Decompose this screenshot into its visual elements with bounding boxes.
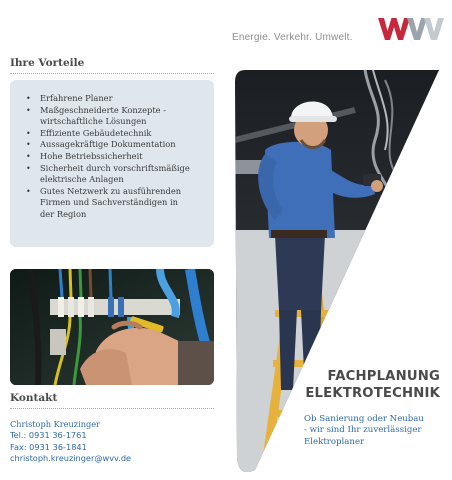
- contact-block: [10, 419, 131, 465]
- contact-fax: Fax: 0931 36-1841: [10, 441, 87, 452]
- benefits-box: [10, 80, 214, 247]
- benefits-list: [26, 93, 204, 221]
- benefit-item-line: • Maßgeschneiderte Konzepte -: [40, 104, 167, 115]
- benefit-item: [26, 93, 204, 105]
- benefit-item-line: • Aussagekräftige Dokumentation: [40, 139, 176, 150]
- logo-letter-w: [378, 18, 410, 40]
- divider: [10, 73, 214, 74]
- benefit-item: [26, 163, 204, 186]
- benefit-item-line: • Effiziente Gebäudetechnik: [40, 127, 152, 138]
- benefit-item: [26, 128, 204, 140]
- electrician-photo: [235, 70, 439, 472]
- benefit-item-line: • Erfahrene Planer: [40, 93, 113, 103]
- benefit-item-line: Firmen und Sachverständigen in: [40, 197, 179, 208]
- benefit-item: [26, 139, 204, 151]
- wvv-logo: [376, 16, 444, 42]
- contact-title: Kontakt: [10, 392, 58, 404]
- benefit-item: [26, 186, 204, 221]
- logo-letter-v1: [407, 18, 427, 40]
- contact-name: Christoph Kreuzinger: [10, 419, 100, 429]
- headline-line-1: FACHPLANUNG: [327, 369, 440, 384]
- subheadline-line-2: - wir sind Ihr zuverlässiger: [304, 425, 422, 436]
- switchboard-photo: [10, 269, 214, 385]
- benefit-item: [26, 151, 204, 163]
- contact-phone[interactable]: Tel.: 0931 36-1761: [10, 430, 87, 441]
- benefits-title: Ihre Vorteile: [10, 57, 85, 69]
- divider: [10, 408, 214, 409]
- headline-line-2: ELEKTROTECHNIK: [305, 385, 440, 401]
- subheadline-line-1: Ob Sanierung oder Neubau: [304, 414, 424, 424]
- benefit-item-line: • Sicherheit durch vorschriftsmäßige: [40, 162, 190, 173]
- benefit-item-line: wirtschaftliche Lösungen: [40, 116, 147, 127]
- subheadline-line-3: Elektroplaner: [304, 436, 365, 447]
- benefit-item-line: • Hohe Betriebssicherheit: [40, 150, 143, 161]
- contact-email-link[interactable]: christoph.kreuzinger@wvv.de: [10, 453, 132, 464]
- benefit-item-line: • Gutes Netzwerk zu ausführenden: [40, 185, 182, 196]
- tagline: Energie. Verkehr. Umwelt.: [232, 32, 353, 43]
- benefit-item-line: elektrische Anlagen: [40, 174, 124, 185]
- headline: [305, 369, 440, 402]
- subheadline: [304, 414, 424, 448]
- benefit-item: [26, 105, 204, 128]
- benefit-item-line: der Region: [40, 208, 87, 219]
- logo-letter-v2: [424, 18, 444, 40]
